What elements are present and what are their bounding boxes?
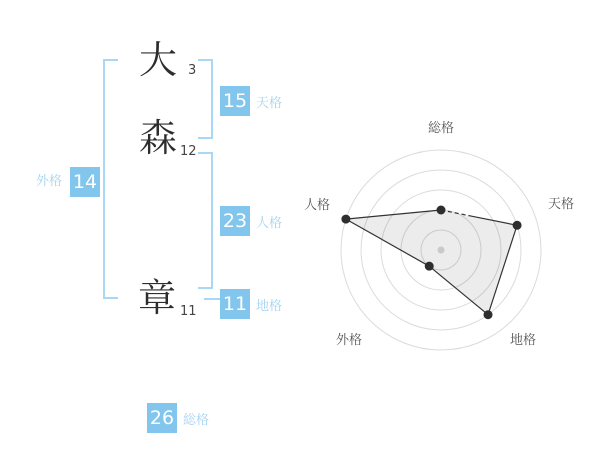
stroke-count-2: 12 <box>180 144 197 159</box>
chikaku-tick <box>204 298 220 300</box>
jinkaku-label: 人格 <box>256 216 283 231</box>
jinkaku-bracket <box>198 152 213 289</box>
radar-point-地格 <box>484 310 493 319</box>
radar-point-外格 <box>425 262 434 271</box>
radar-axis-label-4: 人格 <box>303 198 330 213</box>
name-char-2: 森 <box>139 116 178 160</box>
radar-axis-label-3: 外格 <box>335 333 363 348</box>
gaikaku-value-box: 14 <box>70 167 100 197</box>
tenkaku-label: 天格 <box>256 96 283 111</box>
radar-axis-label-1: 天格 <box>548 197 575 212</box>
radar-point-総格 <box>437 206 446 215</box>
tenkaku-value-box: 15 <box>220 86 250 116</box>
gaikaku-bracket <box>103 59 118 299</box>
soukaku-label: 総格 <box>183 413 210 428</box>
jinkaku-value-box: 23 <box>220 206 250 236</box>
radar-axis-label-0: 総格 <box>427 121 455 136</box>
stroke-count-3: 11 <box>180 304 197 319</box>
name-char-3: 章 <box>138 276 177 320</box>
name-char-1: 大 <box>139 38 178 82</box>
tenkaku-bracket <box>198 59 213 139</box>
stroke-count-1: 3 <box>188 63 197 78</box>
chikaku-value-box: 11 <box>220 289 250 319</box>
radar-point-天格 <box>513 221 522 230</box>
radar-center-dot <box>438 247 445 254</box>
radar-point-人格 <box>341 215 350 224</box>
soukaku-value-box: 26 <box>147 403 177 433</box>
gaikaku-label: 外格 <box>36 174 63 189</box>
radar-axis-label-2: 地格 <box>509 333 537 348</box>
radar-chart <box>280 95 600 385</box>
chikaku-label: 地格 <box>256 299 283 314</box>
